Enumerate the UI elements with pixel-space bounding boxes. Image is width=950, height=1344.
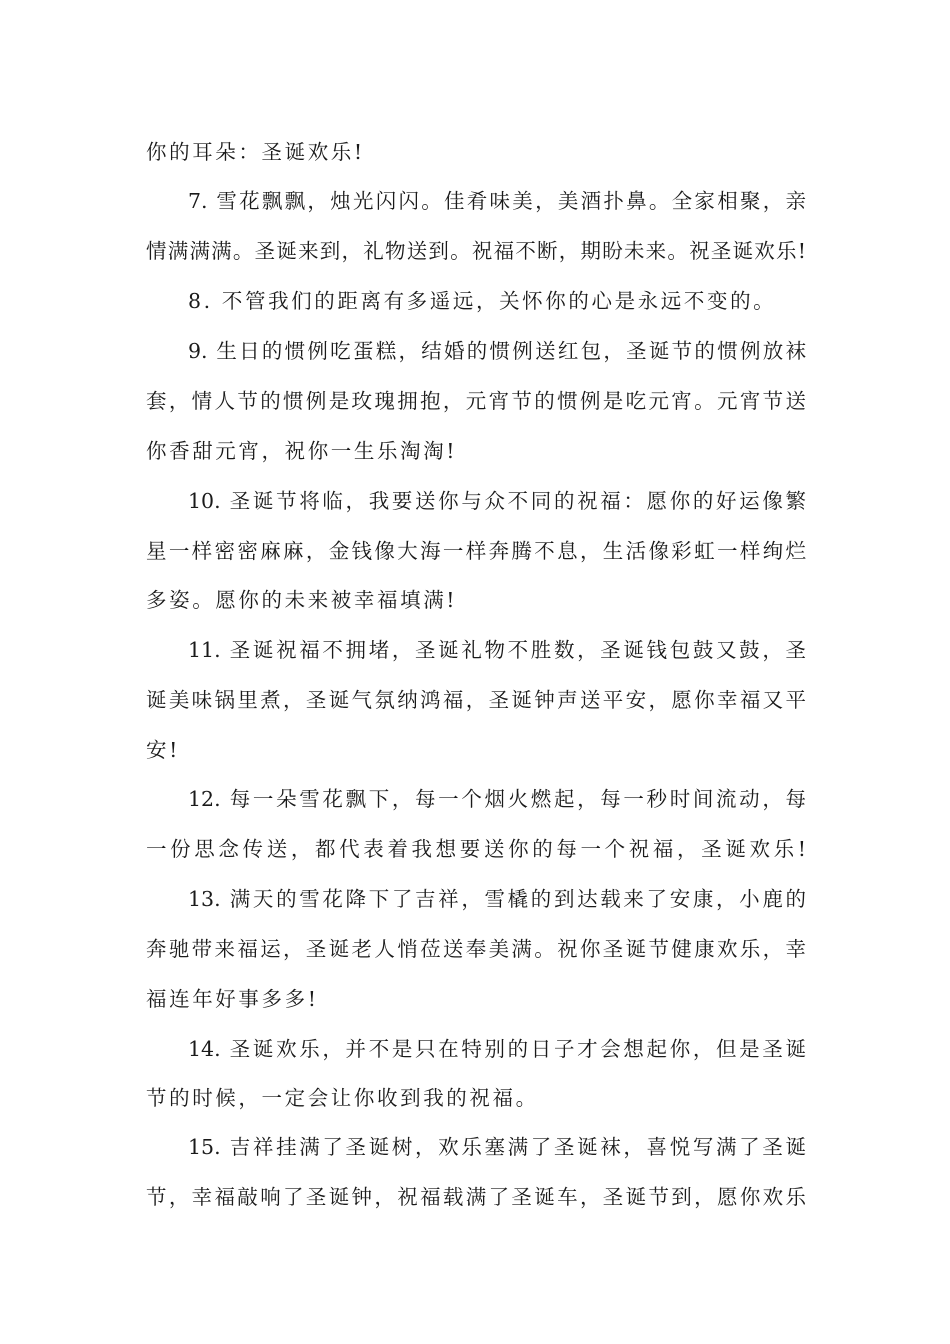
item-13-line-3: 福连年好事多多! (146, 987, 319, 1011)
item-7-line-2: 情满满满。圣诞来到，礼物送到。祝福不断，期盼未来。祝圣诞欢乐! (146, 239, 806, 263)
text-line: 你的耳朵：圣诞欢乐! (146, 140, 365, 164)
item-11-line-2: 诞美味锅里煮，圣诞气氛纳鸿福，圣诞钟声送平安，愿你幸福又平 (146, 688, 806, 712)
item-13-line-2: 奔驰带来福运，圣诞老人悄莅送奉美满。祝你圣诞节健康欢乐，幸 (146, 937, 806, 961)
item-15-line-1: 15. 吉祥挂满了圣诞树，欢乐塞满了圣诞袜，喜悦写满了圣诞 (188, 1135, 806, 1159)
item-7-line-1: 7. 雪花飘飘，烛光闪闪。佳肴味美，美酒扑鼻。全家相聚，亲 (188, 189, 806, 213)
item-9-line-3: 你香甜元宵，祝你一生乐淘淘! (146, 439, 458, 463)
item-10-line-2: 星一样密密麻麻，金钱像大海一样奔腾不息，生活像彩虹一样绚烂 (146, 539, 806, 563)
item-9-line-1: 9. 生日的惯例吃蛋糕，结婚的惯例送红包，圣诞节的惯例放袜 (188, 339, 806, 363)
item-12-line-1: 12. 每一朵雪花飘下，每一个烟火燃起，每一秒时间流动，每 (188, 787, 806, 811)
item-9-line-2: 套，情人节的惯例是玫瑰拥抱，元宵节的惯例是吃元宵。元宵节送 (146, 389, 806, 413)
item-11-line-3: 安! (146, 738, 180, 762)
item-12-line-2: 一份思念传送，都代表着我想要送你的每一个祝福，圣诞欢乐! (146, 837, 806, 861)
item-11-line-1: 11. 圣诞祝福不拥堵，圣诞礼物不胜数，圣诞钱包鼓又鼓，圣 (188, 638, 806, 662)
item-14-line-1: 14. 圣诞欢乐，并不是只在特别的日子才会想起你，但是圣诞 (188, 1037, 806, 1061)
item-15-line-2: 节，幸福敲响了圣诞钟，祝福载满了圣诞车，圣诞节到，愿你欢乐 (146, 1185, 806, 1209)
item-10-line-1: 10. 圣诞节将临，我要送你与众不同的祝福：愿你的好运像繁 (188, 489, 806, 513)
item-10-line-3: 多姿。愿你的未来被幸福填满! (146, 588, 458, 612)
item-14-line-2: 节的时候，一定会让你收到我的祝福。 (146, 1086, 539, 1110)
item-13-line-1: 13. 满天的雪花降下了吉祥，雪橇的到达载来了安康，小鹿的 (188, 887, 806, 911)
item-8-line-1: 8. 不管我们的距离有多遥远，关怀你的心是永远不变的。 (188, 289, 777, 313)
